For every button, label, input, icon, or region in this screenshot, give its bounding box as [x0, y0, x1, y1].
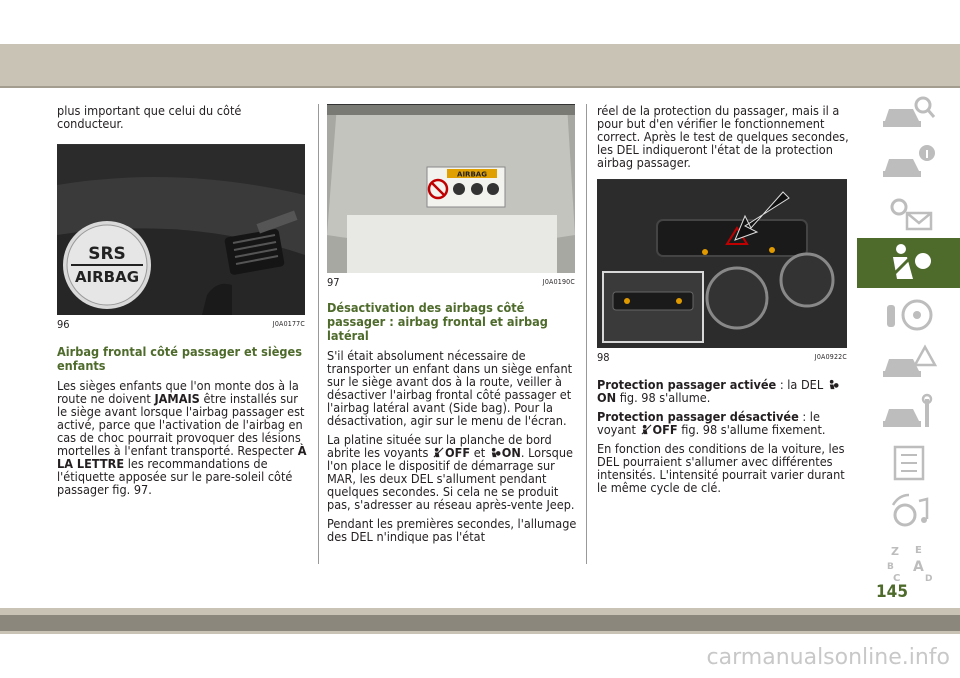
col1-para-a: Les sièges enfants que l'on monte dos à la route ne doivent	[57, 378, 299, 406]
car-info-icon	[879, 141, 939, 185]
col1-intro: plus important que celui du côté conducteur.	[57, 103, 242, 131]
srs-label: SRS	[88, 244, 126, 264]
col2-p1: S'il était absolument nécessaire de transporter un enfant dans un siège enfant sur le siège avant dos à la route, veiller à désactiver l'airbag frontal côté passager et l'airbag latéral avant (Side bag). Pour la désactivation, agir sur le menu de l'écran.	[327, 348, 573, 428]
svg-text:B: B	[886, 562, 894, 572]
col3-p3: En fonction des conditions de la voiture, les DEL pourraient s'allumer avec différentes intensités. L'intensité pourrait varier durant le même cycle de clé.	[597, 441, 845, 495]
svg-text:E: E	[914, 545, 922, 556]
col3-p2-label: Protection passager désactivée	[597, 409, 799, 424]
chapter-tab-driving[interactable]	[857, 288, 960, 338]
footer-rule	[0, 631, 960, 634]
watermark: carmanualsonline.info	[706, 645, 950, 670]
col3-p2b: OFF	[652, 422, 678, 437]
col2-p2a: La platine située sur la planche de bord abrite les voyants	[327, 432, 552, 460]
airbag-label: AIRBAG	[74, 268, 140, 286]
column-2	[327, 104, 577, 549]
figure-98-code: J0A0922C	[814, 353, 847, 361]
svg-text:A: A	[912, 559, 924, 575]
column-1	[57, 104, 307, 502]
col3-p1c: fig. 98 s'allume.	[619, 390, 711, 405]
col2-p2d: ON	[501, 445, 521, 460]
alphabetical-index-icon	[879, 541, 939, 585]
footer-band-light	[0, 608, 960, 615]
figure-96-caption	[57, 318, 305, 331]
checklist-icon	[879, 441, 939, 485]
col2-p3: Pendant les premières secondes, l'allumage des DEL n'indique pas l'état	[327, 516, 577, 544]
control-panel-photo	[597, 180, 847, 348]
figure-97-number: 97	[327, 276, 340, 289]
column-divider-2	[586, 104, 587, 564]
figure-96-code: J0A0177C	[272, 320, 305, 328]
section-heading-2: Désactivation des airbags côté passager : airbag frontal et airbag latéral	[327, 300, 548, 343]
col1-para-b: JAMAIS	[154, 391, 200, 406]
col3-p1b: ON	[597, 390, 617, 405]
col1-paragraph	[57, 379, 307, 496]
figure-98-number: 98	[597, 351, 610, 364]
chapter-tab-maintenance[interactable]	[857, 388, 960, 438]
header-band	[0, 44, 960, 86]
col3-p1-label: Protection passager activée	[597, 377, 777, 392]
column-divider-1	[318, 104, 319, 564]
chapter-tab-multimedia[interactable]	[857, 488, 960, 538]
seatbelt-safety-icon	[879, 241, 939, 285]
figure-96-number: 96	[57, 318, 70, 331]
steering-wheel-icon	[879, 291, 939, 335]
car-emergency-icon	[879, 341, 939, 385]
car-search-icon	[879, 91, 939, 135]
col1-para-c: être installés sur le siège avant lorsque l'airbag passager est activé, parce que l'activation de l'airbag en cas de choc pourrait provoquer des lésions mortelles à l'enfant transporté. Respecter	[57, 391, 305, 458]
passenger-airbag-on-icon	[828, 379, 839, 390]
svg-text:C: C	[892, 573, 900, 584]
passenger-airbag-off-icon	[641, 424, 652, 435]
warning-message-icon	[879, 191, 939, 235]
figure-98	[597, 179, 847, 348]
col2-p2e: . Lorsque l'on place le dispositif de démarrage sur MAR, les deux DEL s'allument pendant quelques secondes. Si cela ne se produit pas, s'adresser au réseau après-vente Jeep.	[327, 445, 575, 512]
col2-p2	[327, 433, 577, 511]
passenger-airbag-on-icon	[490, 447, 501, 458]
chapter-tab-emergency[interactable]	[857, 338, 960, 388]
chapter-tab-car-info[interactable]	[857, 138, 960, 188]
chapter-tab-car-search[interactable]	[857, 88, 960, 138]
figure-96	[57, 144, 305, 315]
col3-p2a: : le voyant	[597, 409, 820, 437]
col2-p2c: et	[473, 445, 486, 460]
chapter-tab-warnings[interactable]	[857, 188, 960, 238]
chapter-tab-index[interactable]	[857, 538, 960, 588]
visor-airbag-label: AIRBAG	[457, 170, 487, 179]
figure-97	[327, 104, 575, 273]
figure-98-caption	[597, 351, 847, 364]
passenger-airbag-off-icon	[433, 447, 444, 458]
svg-text:D: D	[924, 574, 932, 584]
col2-p2b: OFF	[445, 445, 471, 460]
page-number: 145	[876, 582, 908, 602]
figure-97-code: J0A0190C	[542, 278, 575, 286]
header-rule	[0, 86, 960, 88]
col3-p1a: : la DEL	[779, 377, 824, 392]
chapter-tab-safety[interactable]	[857, 238, 960, 288]
sun-visor-photo	[327, 105, 575, 273]
chapter-tab-specifications[interactable]	[857, 438, 960, 488]
svg-text:Z: Z	[890, 545, 899, 558]
col3-p2	[597, 410, 849, 436]
footer-band-dark	[0, 615, 960, 631]
top-margin	[0, 0, 960, 44]
dashboard-photo	[57, 145, 305, 315]
column-3	[597, 104, 849, 500]
col3-intro: réel de la protection du passager, mais il a pour but d'en vérifier le fonctionnement correct. Après le test de quelques secondes, les DEL indiqueront l'état de la protection airbag passager.	[597, 103, 849, 170]
col3-p2c: fig. 98 s'allume fixement.	[681, 422, 826, 437]
car-service-icon	[879, 391, 939, 435]
col3-p1	[597, 378, 849, 404]
section-heading-1: Airbag frontal côté passager et sièges enfants	[57, 344, 302, 373]
col1-para-d: À LA LETTRE	[57, 443, 307, 471]
figure-97-caption	[327, 276, 575, 289]
multimedia-icon	[879, 491, 939, 535]
col1-para-e: les recommandations de l'étiquette apposée sur le pare-soleil côté passager fig. 97.	[57, 456, 293, 497]
